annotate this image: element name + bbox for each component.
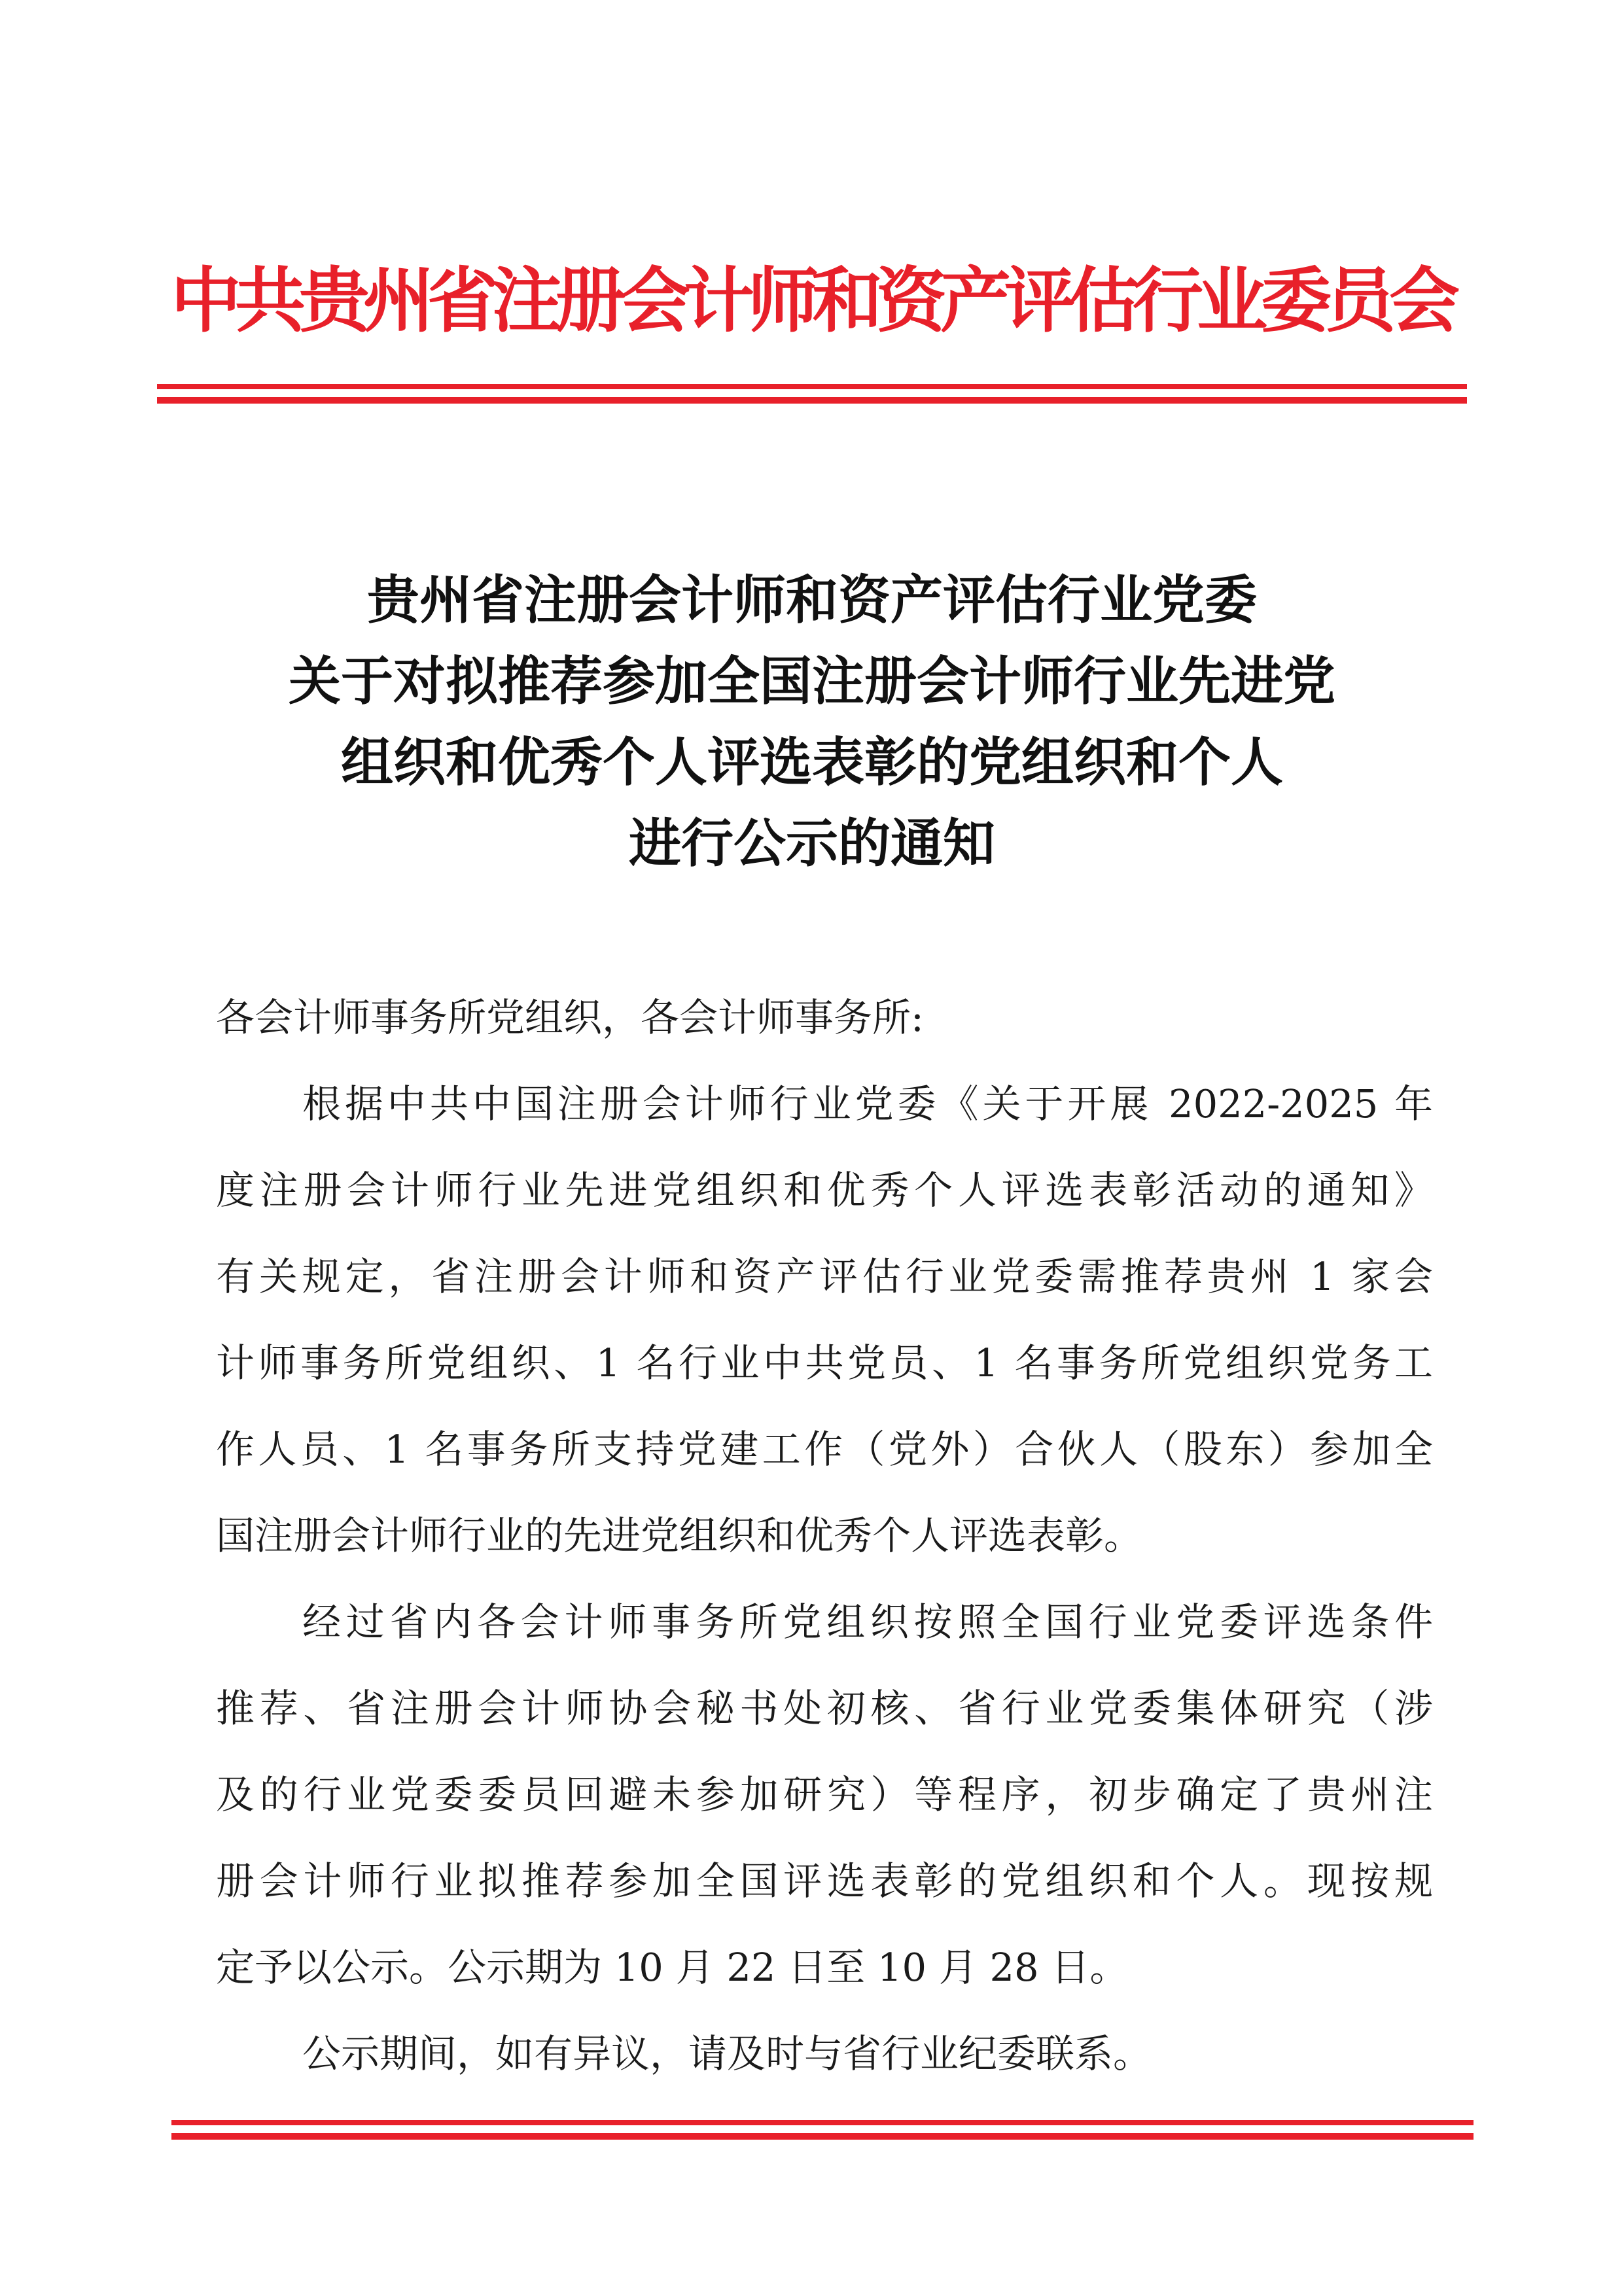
masthead-divider-thin <box>157 384 1467 389</box>
title-line: 组织和优秀个人评选表彰的党组织和个人 <box>341 731 1283 793</box>
footer-divider-thin <box>171 2120 1474 2125</box>
title-line: 关于对拟推荐参加全国注册会计师行业先进党 <box>289 650 1335 712</box>
paragraph-line: 及的行业党委委员回避未参加研究）等程序，初步确定了贵州注 <box>216 1772 1433 1817</box>
footer-divider-thick <box>171 2133 1474 2140</box>
masthead-org-name: 中共贵州省注册会计师和资产评估行业委员会 <box>170 260 1453 342</box>
title-line: 贵州省注册会计师和资产评估行业党委 <box>367 569 1257 631</box>
paragraph-line: 经过省内各会计师事务所党组织按照全国行业党委评选条件 <box>302 1599 1433 1644</box>
paragraph-1 <box>216 1061 1433 1579</box>
salutation: 各会计师事务所党组织，各会计师事务所: <box>216 995 924 1040</box>
document-body <box>216 975 1433 2097</box>
paragraph-line: 册会计师行业拟推荐参加全国评选表彰的党组织和个人。现按规 <box>216 1858 1433 1904</box>
paragraph-3 <box>216 2011 1433 2097</box>
paragraph-line: 根据中共中国注册会计师行业党委《关于开展 2022-2025 年 <box>302 1081 1433 1126</box>
paragraph-line: 国注册会计师行业的先进党组织和优秀个人评选表彰。 <box>216 1513 1143 1558</box>
paragraph-line: 推荐、省注册会计师协会秘书处初核、省行业党委集体研究（涉 <box>216 1686 1433 1731</box>
paragraph-line: 有关规定，省注册会计师和资产评估行业党委需推荐贵州 1 家会 <box>216 1254 1433 1299</box>
document-title <box>157 559 1467 884</box>
masthead-divider-thick <box>157 397 1467 404</box>
title-line: 进行公示的通知 <box>629 812 995 874</box>
paragraph-2 <box>216 1579 1433 2011</box>
paragraph-line: 作人员、1 名事务所支持党建工作（党外）合伙人（股东）参加全 <box>216 1427 1433 1472</box>
paragraph-line: 度注册会计师行业先进党组织和优秀个人评选表彰活动的通知》 <box>216 1168 1433 1213</box>
paragraph-line: 定予以公示。公示期为 10 月 22 日至 10 月 28 日。 <box>216 1945 1129 1990</box>
paragraph-line: 公示期间，如有异议，请及时与省行业纪委联系。 <box>302 2031 1152 2076</box>
paragraph-line: 计师事务所党组织、1 名行业中共党员、1 名事务所党组织党务工 <box>216 1340 1433 1385</box>
